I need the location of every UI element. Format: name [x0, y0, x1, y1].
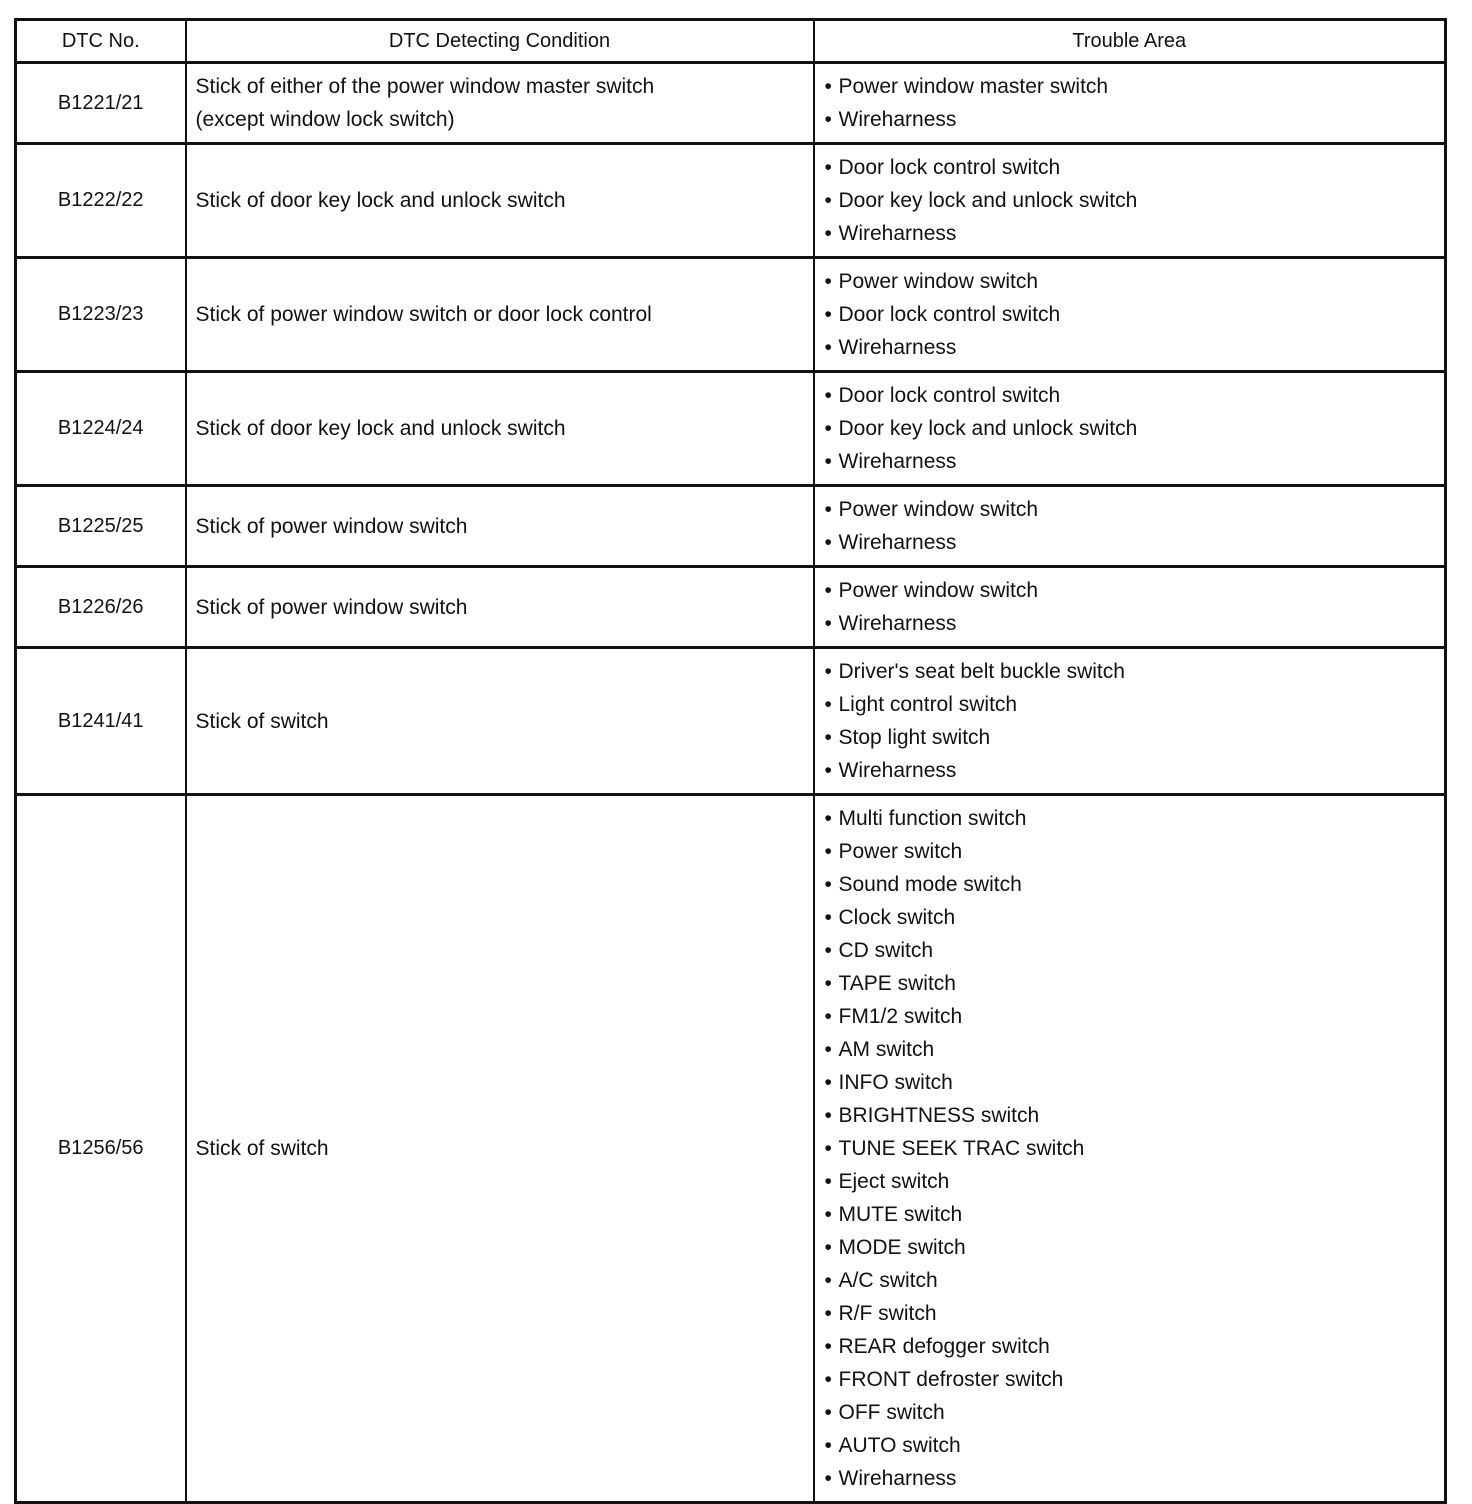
list-item	[825, 184, 1445, 217]
bullet-icon: •	[824, 726, 832, 749]
bullet-icon: •	[824, 450, 832, 473]
bullet-icon: •	[824, 1236, 832, 1259]
trouble-area-item: R/F switch	[838, 1302, 937, 1325]
trouble-area-item: AUTO switch	[838, 1434, 961, 1457]
trouble-area	[814, 258, 1446, 372]
trouble-area-item: Door key lock and unlock switch	[838, 189, 1138, 212]
list-item	[825, 835, 1445, 868]
bullet-icon: •	[824, 906, 832, 929]
bullet-icon: •	[824, 1005, 832, 1028]
list-item	[825, 526, 1445, 559]
trouble-area-item: Power window switch	[838, 579, 1039, 602]
bullet-icon: •	[824, 1269, 832, 1292]
list-item	[825, 1099, 1445, 1132]
trouble-area	[814, 795, 1446, 1503]
trouble-area-list	[825, 151, 1445, 250]
trouble-area-item: Wireharness	[838, 759, 957, 782]
list-item	[825, 1264, 1445, 1297]
header-row	[16, 20, 1446, 63]
trouble-area-item: TAPE switch	[838, 972, 956, 995]
condition-line: Stick of switch	[195, 709, 329, 733]
list-item	[825, 265, 1445, 298]
bullet-icon: •	[824, 939, 832, 962]
dtc-table	[14, 18, 1447, 1504]
list-item	[825, 1198, 1445, 1231]
list-item	[825, 1330, 1445, 1363]
table-row	[16, 144, 1446, 258]
condition-line: Stick of power window switch	[195, 595, 468, 619]
bullet-icon: •	[824, 1302, 832, 1325]
trouble-area-item: Sound mode switch	[838, 873, 1022, 896]
trouble-area-item: Power switch	[838, 840, 963, 863]
dtc-code: B1221/21	[16, 63, 186, 144]
bullet-icon: •	[824, 75, 832, 98]
table-row	[16, 567, 1446, 648]
list-item	[825, 607, 1445, 640]
trouble-area-item: Power window switch	[838, 270, 1039, 293]
bullet-icon: •	[824, 1170, 832, 1193]
trouble-area	[814, 144, 1446, 258]
trouble-area-item: Wireharness	[838, 336, 957, 359]
list-item	[825, 655, 1445, 688]
list-item	[825, 1033, 1445, 1066]
trouble-area-item: Wireharness	[838, 612, 957, 635]
table-row	[16, 486, 1446, 567]
list-item	[825, 688, 1445, 721]
trouble-area-item: Driver's seat belt buckle switch	[838, 660, 1125, 683]
trouble-area-item: FRONT defroster switch	[838, 1368, 1064, 1391]
list-item	[825, 1297, 1445, 1330]
trouble-area-item: FM1/2 switch	[838, 1005, 963, 1028]
table-row	[16, 63, 1446, 144]
list-item	[825, 445, 1445, 478]
condition-line: Stick of switch	[195, 1137, 329, 1160]
list-item	[825, 331, 1445, 364]
dtc-code: B1222/22	[16, 144, 186, 258]
bullet-icon: •	[824, 1368, 832, 1391]
detecting-condition	[186, 795, 814, 1503]
detecting-condition	[186, 144, 814, 258]
bullet-icon: •	[824, 693, 832, 716]
dtc-code: B1226/26	[16, 567, 186, 648]
detecting-condition	[186, 486, 814, 567]
trouble-area-list	[825, 655, 1445, 787]
detecting-condition	[186, 372, 814, 486]
bullet-icon: •	[824, 303, 832, 326]
trouble-area-item: Wireharness	[838, 1467, 957, 1490]
trouble-area-item: Door lock control switch	[838, 384, 1061, 407]
bullet-icon: •	[824, 384, 832, 407]
list-item	[825, 412, 1445, 445]
detecting-condition	[186, 63, 814, 144]
list-item	[825, 934, 1445, 967]
bullet-icon: •	[824, 108, 832, 131]
list-item	[825, 298, 1445, 331]
list-item	[825, 802, 1445, 835]
table-body	[16, 63, 1446, 1503]
table-row	[16, 372, 1446, 486]
trouble-area-list	[825, 265, 1445, 364]
trouble-area	[814, 567, 1446, 648]
bullet-icon: •	[824, 222, 832, 245]
list-item	[825, 1363, 1445, 1396]
list-item	[825, 1000, 1445, 1033]
trouble-area	[814, 486, 1446, 567]
bullet-icon: •	[824, 1038, 832, 1061]
bullet-icon: •	[824, 1137, 832, 1160]
trouble-area-item: A/C switch	[838, 1269, 938, 1292]
trouble-area-item: Wireharness	[838, 222, 957, 245]
bullet-icon: •	[824, 612, 832, 635]
dtc-code: B1224/24	[16, 372, 186, 486]
bullet-icon: •	[824, 1071, 832, 1094]
list-item	[825, 1429, 1445, 1462]
trouble-area-item: Wireharness	[838, 531, 957, 554]
bullet-icon: •	[824, 1434, 832, 1457]
bullet-icon: •	[824, 498, 832, 521]
bullet-icon: •	[824, 840, 832, 863]
dtc-code: B1223/23	[16, 258, 186, 372]
list-item	[825, 1462, 1445, 1495]
trouble-area	[814, 648, 1446, 795]
list-item	[825, 217, 1445, 250]
list-item	[825, 103, 1445, 136]
bullet-icon: •	[824, 759, 832, 782]
trouble-area-item: Multi function switch	[838, 807, 1027, 830]
trouble-area-item: Eject switch	[838, 1170, 950, 1193]
table-row	[16, 648, 1446, 795]
list-item	[825, 1165, 1445, 1198]
header-dtc-no: DTC No.	[16, 20, 186, 63]
header-trouble-area: Trouble Area	[814, 20, 1446, 63]
condition-line: Stick of door key lock and unlock switch	[195, 417, 566, 440]
trouble-area-item: Door lock control switch	[838, 156, 1061, 179]
list-item	[825, 868, 1445, 901]
list-item	[825, 754, 1445, 787]
trouble-area-item: OFF switch	[838, 1401, 945, 1424]
trouble-area-item: TUNE SEEK TRAC switch	[838, 1137, 1085, 1160]
bullet-icon: •	[824, 1467, 832, 1490]
condition-line: Stick of either of the power window master switch	[195, 75, 655, 98]
trouble-area-item: BRIGHTNESS switch	[838, 1104, 1040, 1127]
list-item	[825, 574, 1445, 607]
condition-line: (except window lock switch)	[195, 108, 455, 131]
trouble-area-list	[825, 493, 1445, 559]
dtc-code: B1256/56	[16, 795, 186, 1503]
header-condition: DTC Detecting Condition	[186, 20, 814, 63]
trouble-area-item: Clock switch	[838, 906, 956, 929]
bullet-icon: •	[824, 417, 832, 440]
bullet-icon: •	[824, 156, 832, 179]
trouble-area-item: Light control switch	[838, 693, 1018, 716]
trouble-area-item: REAR defogger switch	[838, 1335, 1050, 1358]
trouble-area-item: Power window switch	[838, 498, 1039, 521]
detecting-condition	[186, 567, 814, 648]
table-row	[16, 258, 1446, 372]
bullet-icon: •	[824, 579, 832, 602]
list-item	[825, 901, 1445, 934]
condition-line: Stick of power window switch or door lock control	[195, 303, 652, 326]
bullet-icon: •	[824, 660, 832, 683]
list-item	[825, 1231, 1445, 1264]
bullet-icon: •	[824, 873, 832, 896]
trouble-area-item: CD switch	[838, 939, 934, 962]
condition-line: Stick of power window switch	[195, 514, 468, 538]
trouble-area-item: Wireharness	[838, 108, 957, 131]
list-item	[825, 1066, 1445, 1099]
trouble-area-list	[825, 802, 1445, 1495]
bullet-icon: •	[824, 270, 832, 293]
trouble-area-item: Wireharness	[838, 450, 957, 473]
table-row	[16, 795, 1446, 1503]
trouble-area-item: MUTE switch	[838, 1203, 963, 1226]
bullet-icon: •	[824, 1335, 832, 1358]
condition-line: Stick of door key lock and unlock switch	[195, 189, 566, 212]
trouble-area-item: Door key lock and unlock switch	[838, 417, 1138, 440]
bullet-icon: •	[824, 1203, 832, 1226]
trouble-area	[814, 372, 1446, 486]
trouble-area-item: Door lock control switch	[838, 303, 1061, 326]
list-item	[825, 1396, 1445, 1429]
trouble-area-list	[825, 574, 1445, 640]
list-item	[825, 493, 1445, 526]
bullet-icon: •	[824, 336, 832, 359]
detecting-condition	[186, 648, 814, 795]
trouble-area-item: Stop light switch	[838, 726, 991, 749]
trouble-area-list	[825, 70, 1445, 136]
trouble-area-item: MODE switch	[838, 1236, 966, 1259]
bullet-icon: •	[824, 189, 832, 212]
list-item	[825, 70, 1445, 103]
detecting-condition	[186, 258, 814, 372]
list-item	[825, 1132, 1445, 1165]
trouble-area-item: AM switch	[838, 1038, 935, 1061]
bullet-icon: •	[824, 531, 832, 554]
bullet-icon: •	[824, 1401, 832, 1424]
trouble-area-item: Power window master switch	[838, 75, 1109, 98]
bullet-icon: •	[824, 807, 832, 830]
list-item	[825, 379, 1445, 412]
dtc-code: B1225/25	[16, 486, 186, 567]
trouble-area-item: INFO switch	[838, 1071, 953, 1094]
bullet-icon: •	[824, 1104, 832, 1127]
list-item	[825, 721, 1445, 754]
trouble-area	[814, 63, 1446, 144]
trouble-area-list	[825, 379, 1445, 478]
bullet-icon: •	[824, 972, 832, 995]
dtc-code: B1241/41	[16, 648, 186, 795]
list-item	[825, 151, 1445, 184]
list-item	[825, 967, 1445, 1000]
